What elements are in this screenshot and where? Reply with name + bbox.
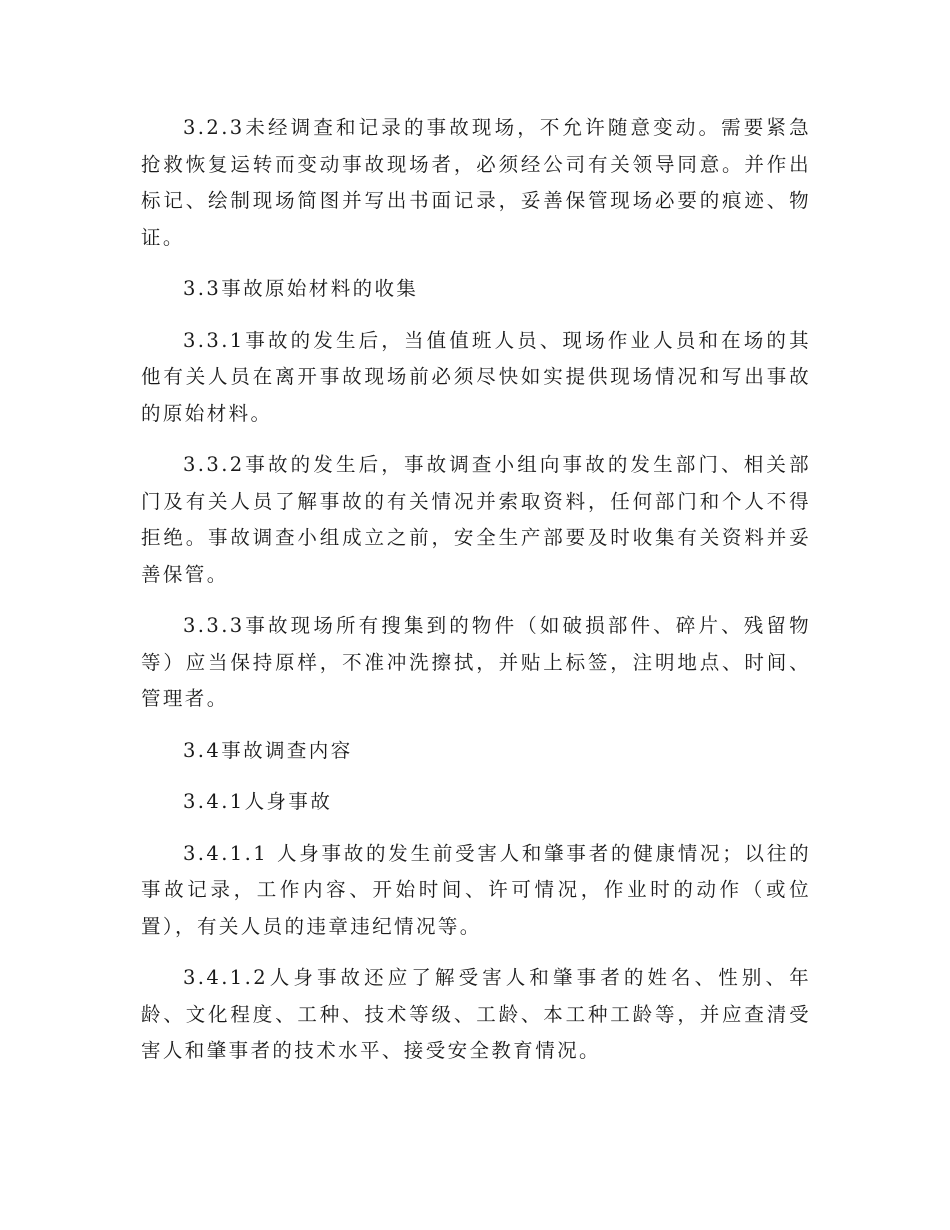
section-heading-3-3: 3.3事故原始材料的收集 [183,277,419,300]
subsection-heading-3-4-1: 3.4.1人身事故 [183,790,333,813]
paragraph-3-2-3: 3.2.3未经调查和记录的事故现场，不允许随意变动。需要紧急抢救恢复运转而变动事故现场者，必须经公司有关领导同意。并作出标记、绘制现场简图并写出书面记录，妥善保管现场必要的痕迹、物证。 [141,116,811,249]
paragraph-3-3-3: 3.3.3事故现场所有搜集到的物件（如破损部件、碎片、残留物等）应当保持原样，不准冲洗擦拭，并贴上标签，注明地点、时间、管理者。 [141,614,811,710]
document-body [141,110,811,1085]
paragraph-3-3-1: 3.3.1事故的发生后，当值值班人员、现场作业人员和在场的其他有关人员在离开事故现场前必须尽快如实提供现场情况和写出事故的原始材料。 [141,328,811,425]
section-heading-3-4: 3.4事故调查内容 [183,738,353,762]
paragraph-3-4-1-2: 3.4.1.2人身事故还应了解受害人和肇事者的姓名、性别、年龄、文化程度、工种、技术等级、工龄、本工种工龄等，并应查清受害人和肇事者的技术水平、接受安全教育情况。 [141,966,811,1062]
paragraph-3-4-1-1: 3.4.1.1 人身事故的发生前受害人和肇事者的健康情况；以往的事故记录，工作内容、开始时间、许可情况，作业时的动作（或位置），有关人员的违章违纪情况等。 [141,841,811,938]
paragraph-3-3-2: 3.3.2事故的发生后，事故调查小组向事故的发生部门、相关部门及有关人员了解事故的有关情况并索取资料，任何部门和个人不得拒绝。事故调查小组成立之前，安全生产部要及时收集有关资料并妥善保管。 [141,453,811,586]
